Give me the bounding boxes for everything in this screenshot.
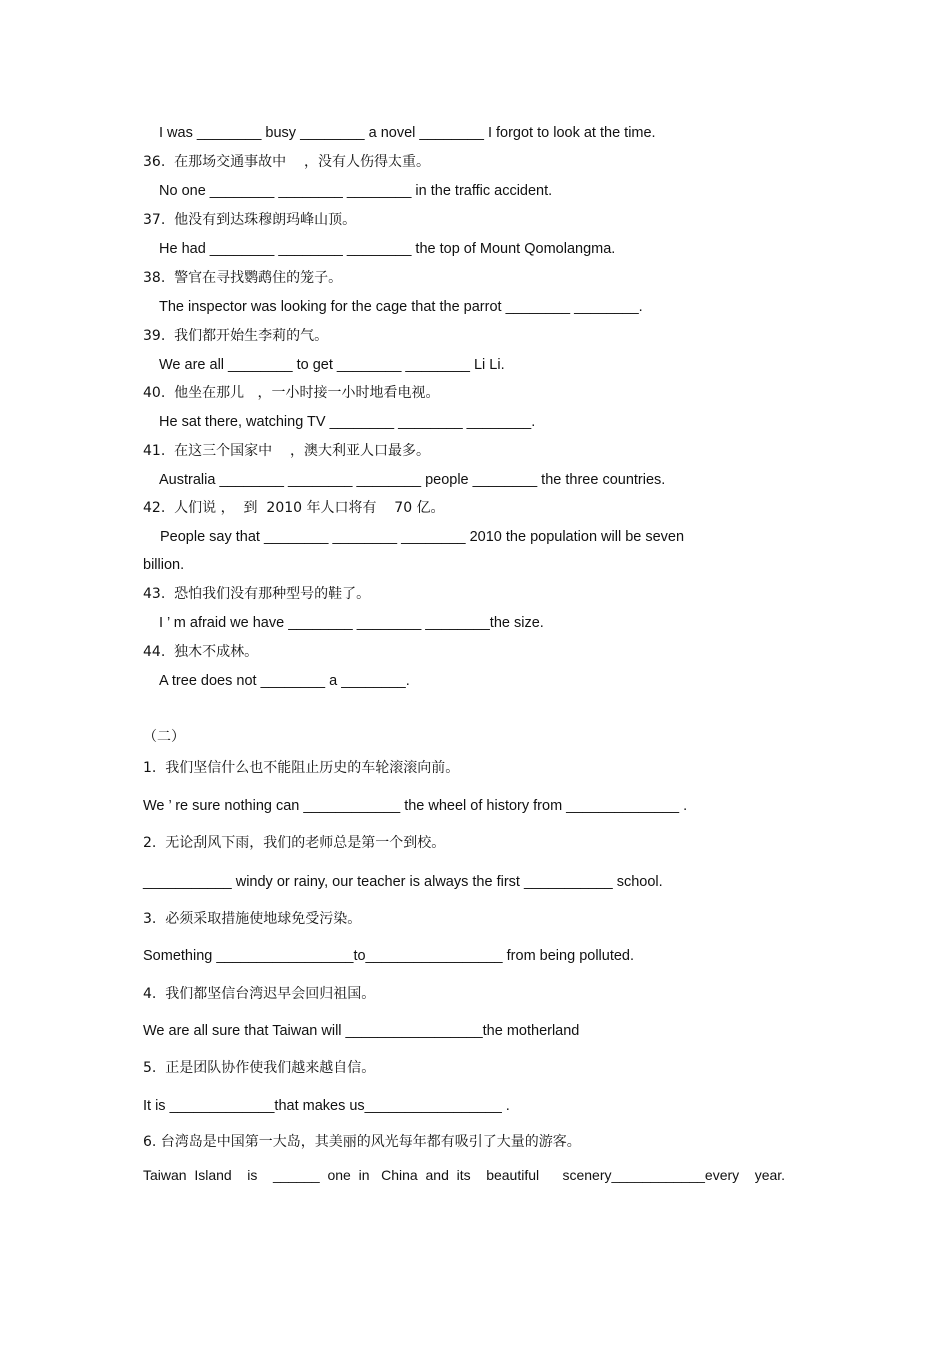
p2-line-2: We ’ re sure nothing can ____________ the wheel of history from ______________ .	[143, 798, 688, 814]
p1-line-7: The inspector was looking for the cage that the parrot ________ ________.	[159, 299, 643, 315]
p1-line-10: 40. 他坐在那儿 ，一小时接一小时地看电视。	[143, 385, 440, 401]
p1-line-1: I was ________ busy ________ a novel ________ I forgot to look at the time.	[159, 125, 656, 141]
p2-line-12: Taiwan Island is ______ one in China and its beautiful scenery____________every year.	[143, 1167, 786, 1183]
p1-line-4: 37. 他没有到达珠穆朗玛峰山顶。	[143, 212, 357, 228]
p1-line-15: People say that ________ ________ ________ 2010 the population will be seven	[160, 529, 685, 545]
section-heading: （二）	[143, 729, 185, 745]
p1-line-3: No one ________ ________ ________ in the traffic accident.	[159, 183, 553, 199]
p1-line-9: We are all ________ to get ________ ________ Li Li.	[159, 357, 505, 373]
p1-line-16: billion.	[143, 557, 185, 573]
p2-line-6: Something _________________to_________________ from being polluted.	[143, 948, 635, 964]
p1-line-13: Australia ________ ________ ________ people ________ the three countries.	[159, 472, 666, 488]
p1-line-2: 36. 在那场交通事故中 ，没有人伤得太重。	[143, 154, 430, 170]
p1-line-5: He had ________ ________ ________ the top of Mount Qomolangma.	[159, 241, 616, 257]
p2-line-3: 2. 无论刮风下雨，我们的老师总是第一个到校。	[143, 835, 446, 851]
p2-line-5: 3. 必须采取措施使地球免受污染。	[143, 911, 362, 927]
p1-line-20: A tree does not ________ a ________.	[159, 673, 410, 689]
p2-line-11: 6. 台湾岛是中国第一大岛，其美丽的风光每年都有吸引了大量的游客。	[143, 1134, 581, 1150]
p2-line-10: It is _____________that makes us_________________ .	[143, 1098, 510, 1114]
p1-line-6: 38. 警官在寻找鹦鹉住的笼子。	[143, 270, 343, 286]
p1-line-18: I ’ m afraid we have ________ ________ ________the size.	[159, 615, 544, 631]
p1-line-11: He sat there, watching TV ________ ________ ________.	[159, 414, 536, 430]
p2-line-1: 1. 我们坚信什么也不能阻止历史的车轮滚滚向前。	[143, 760, 460, 776]
p2-line-4: ___________ windy or rainy, our teacher is always the first ___________ school.	[143, 874, 663, 890]
p1-line-8: 39. 我们都开始生李莉的气。	[143, 328, 329, 344]
p1-line-14: 42. 人们说 ， 到 2010 年人口将有 70 亿。	[143, 500, 445, 516]
p1-line-19: 44. 独木不成林。	[143, 644, 259, 660]
p1-line-17: 43. 恐怕我们没有那种型号的鞋了。	[143, 586, 371, 602]
p2-line-8: We are all sure that Taiwan will _________________the motherland	[143, 1023, 580, 1039]
p1-line-12: 41. 在这三个国家中 ，澳大利亚人口最多。	[143, 443, 430, 459]
p2-line-7: 4. 我们都坚信台湾迟早会回归祖国。	[143, 986, 376, 1002]
p2-line-9: 5. 正是团队协作使我们越来越自信。	[143, 1060, 376, 1076]
